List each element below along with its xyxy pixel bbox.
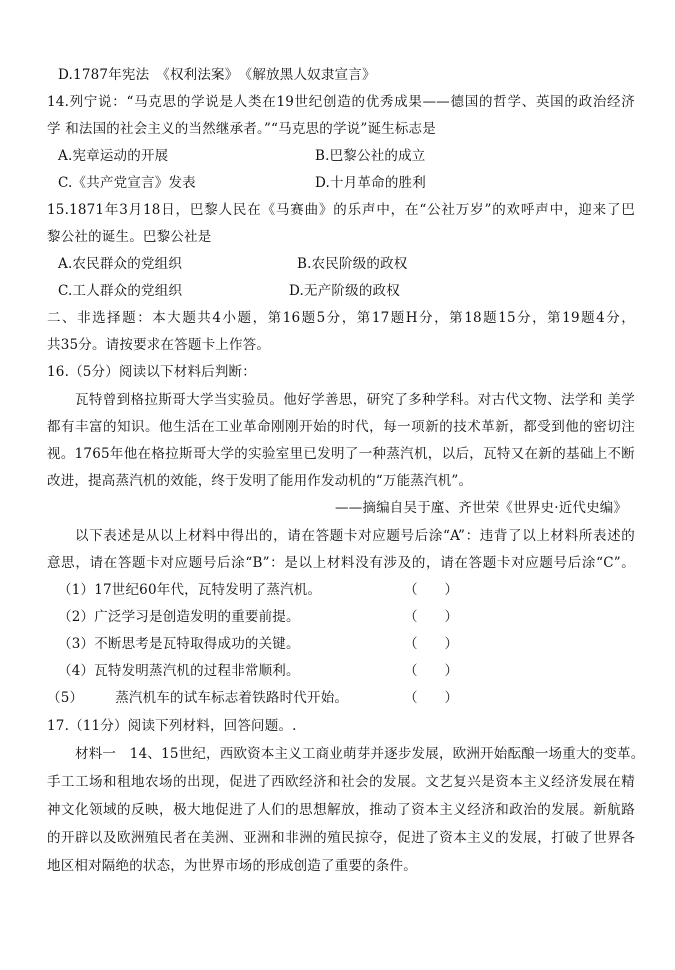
q16-item-4-answer-blank[interactable]: （ ） (404, 663, 458, 679)
q14-option-c: C.《共产党宣言》发表 (58, 175, 196, 191)
q15-option-d: D.无产阶级的政权 (289, 283, 400, 299)
section-2-header-line-2: 共35分。请按要求在答题卡上作答。 (47, 337, 271, 353)
q16-material-line-4: 改进，提高蒸汽机的效能，终于发明了能用作发动机的“万能蒸汽机”。 (47, 473, 473, 489)
q16-item-5-answer-blank[interactable]: （ ） (404, 690, 458, 706)
q16-item-5-text: 蒸汽机车的试车标志着铁路时代开始。 (115, 690, 349, 706)
q16-material-line-3: 视。1765年他在格拉斯哥大学的实验室里已发明了一种蒸汽机，以后，瓦特又在新的基础上不断 (47, 446, 635, 462)
q16-stem: 16.（5分）阅读以下材料后判断： (47, 364, 256, 380)
q14-stem-line-1: 14.列宁说：“马克思的学说是人类在19世纪创造的优秀成果——德国的哲学、英国的政治经济 (47, 94, 635, 110)
q16-item-1-number: （1） (58, 582, 95, 598)
q16-item-4 (58, 661, 300, 681)
q16-item-3-text: 不断思考是瓦特取得成功的关键。 (94, 636, 300, 652)
q16-instruction-line-1: 以下表述是从以上材料中得出的，请在答题卡对应题号后涂“A”：违背了以上材料所表述的 (75, 528, 635, 544)
q14-stem-line-2: 学 和法国的社会主义的当然继承者。”“马克思的学说”诞生标志是 (47, 121, 436, 137)
q16-item-5-number: （5） (47, 690, 84, 706)
q15-stem-line-1: 15.1871年3月18日，巴黎人民在《马赛曲》的乐声中，在“公社万岁”的欢呼声中，迎来了巴 (47, 202, 635, 218)
q14-option-b: B.巴黎公社的成立 (315, 148, 426, 164)
q14-option-d: D.十月革命的胜利 (315, 175, 426, 191)
q16-item-1 (58, 580, 321, 600)
q16-material-source: ——摘编自吴于廑、齐世荣《世界史·近代史编》 (335, 500, 628, 516)
q17-stem: 17.（11分）阅读下列材料，回答问题。. (47, 718, 297, 734)
q17-material-1-line-3: 神文化领域的反映，极大地促进了人们的思想解放，推动了资本主义经济和政治的发展。新航路 (47, 802, 635, 818)
prev-q-option-d: D.1787年宪法 《权利法案》 《解放黑人奴隶宣言》 (58, 67, 376, 83)
q14-option-a: A.宪章运动的开展 (58, 148, 169, 164)
q16-item-4-text: 瓦特发明蒸汽机的过程非常顺利。 (94, 663, 300, 679)
q16-item-2-answer-blank[interactable]: （ ） (404, 609, 458, 625)
q16-item-3-answer-blank[interactable]: （ ） (404, 636, 458, 652)
q16-material-line-1: 瓦特曾到格拉斯哥大学当实验员。他好学善思，研究了多种学科。对古代文物、法学和 美学 (75, 392, 635, 408)
q16-item-2-text: 广泛学习是创造发明的重要前提。 (94, 609, 300, 625)
q16-item-2 (58, 607, 300, 627)
q16-item-3-number: （3） (58, 636, 95, 652)
q17-material-1-line-4: 的开辟以及欧洲殖民者在美洲、亚洲和非洲的殖民掠夺，促进了资本主义的发展，打破了世界各 (47, 830, 635, 846)
q15-option-c: C.工人群众的党组织 (58, 283, 183, 299)
q16-item-3 (58, 634, 300, 654)
q16-item-2-number: （2） (58, 609, 95, 625)
q16-instruction-line-2: 意思，请在答题卡对应题号后涂“B”：是以上材料没有涉及的，请在答题卡对应题号后涂“C”。 (47, 555, 635, 571)
q15-option-a: A.农民群众的党组织 (58, 256, 183, 272)
q16-item-5 (47, 688, 348, 708)
q15-stem-line-2: 黎公社的诞生。巴黎公社是 (47, 229, 212, 245)
q16-item-4-number: （4） (58, 663, 95, 679)
q16-material-line-2: 都有丰富的知识。他生活在工业革命刚刚开始的时代，每一项新的技术革新，都受到他的密切注 (47, 419, 635, 435)
section-2-header-line-1: 二、非选择题：本大题共4小题，第16题5分，第17题H分，第18题15分，第19题4分， (47, 310, 635, 326)
q15-option-b: B.农民阶级的政权 (297, 256, 408, 272)
q16-item-1-text: 17世纪60年代，瓦特发明了蒸汽机。 (94, 582, 322, 598)
q17-material-1-line-1: 材料一 14、15世纪，西欧资本主义工商业萌芽并逐步发展，欧洲开始酝酿一场重大的变革。 (75, 746, 645, 762)
q17-material-1-line-5: 地区相对隔绝的状态，为世界市场的形成创造了重要的条件。 (47, 858, 417, 874)
q16-item-1-answer-blank[interactable]: （ ） (404, 582, 458, 598)
q17-material-1-line-2: 手工工场和租地农场的出现，促进了西欧经济和社会的发展。文艺复兴是资本主义经济发展在精 (47, 774, 635, 790)
